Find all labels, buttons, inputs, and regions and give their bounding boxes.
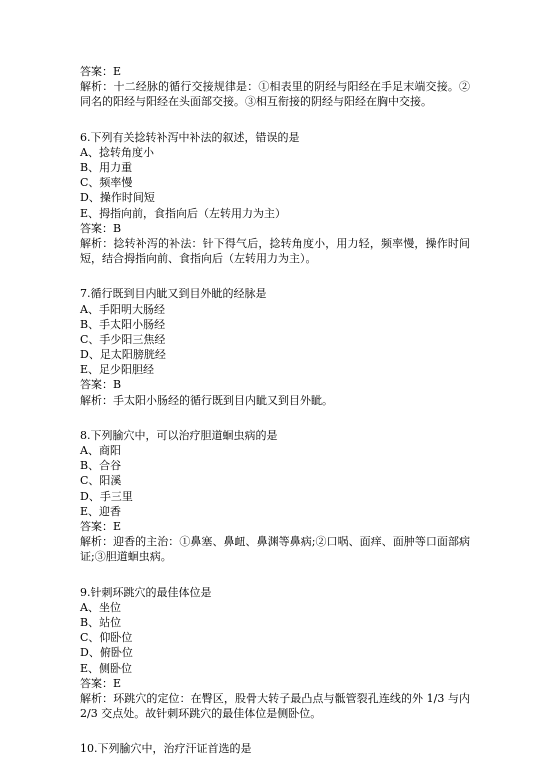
option-c: C、频率慢 — [80, 176, 133, 190]
option-a: A、商阳 — [80, 444, 121, 458]
option-c: C、手少阳三焦经 — [80, 332, 166, 346]
analysis-paragraph: 解析：环跳穴的定位：在臀区，股骨大转子最凸点与骶管裂孔连线的外 1/3 与内 2/3 交点处。故针刺环跳穴的最佳体位是侧卧位。 — [80, 691, 470, 721]
analysis-paragraph: 解析：捻转补泻的补法：针下得气后，捻转角度小，用力轻，频率慢，操作时间短，结合拇指向前、食指向后（左转用力为主）。 — [80, 236, 470, 266]
option-c: C、仰卧位 — [80, 631, 133, 645]
question-title: 9.针刺环跳穴的最佳体位是 — [80, 585, 212, 599]
option-a: A、坐位 — [80, 600, 121, 614]
option-e: E、迎香 — [80, 504, 122, 518]
option-c: C、阳溪 — [80, 474, 122, 488]
option-d: D、足太阳膀胱经 — [80, 348, 166, 362]
option-d: D、俯卧位 — [80, 646, 133, 660]
option-b: B、合谷 — [80, 459, 122, 473]
question-title: 10.下列腧穴中，治疗汗证首选的是 — [80, 742, 252, 756]
option-a: A、捻转角度小 — [80, 145, 154, 159]
option-d: D、操作时间短 — [80, 191, 155, 205]
analysis-paragraph: 解析：十二经脉的循行交接规律是：①相表里的阴经与阳经在手足末端交接。②同名的阳经与阳经在头面部交接。③相互衔接的阴经与阳经在胸中交接。 — [80, 80, 470, 109]
option-e: E、拇指向前，食指向后（左转用力为主） — [80, 206, 287, 220]
answer-line: 答案：B — [80, 221, 122, 235]
question-8 — [80, 428, 480, 565]
option-b: B、手太阳小肠经 — [80, 317, 166, 331]
question-title: 7.循行既到目内眦又到目外眦的经脉是 — [80, 287, 267, 301]
option-b: B、用力重 — [80, 160, 133, 174]
option-e: E、足少阳胆经 — [80, 363, 155, 377]
question-title: 8.下列腧穴中，可以治疗胆道蛔虫病的是 — [80, 428, 278, 442]
option-d: D、手三里 — [80, 489, 133, 503]
analysis-paragraph: 解析：手太阳小肠经的循行既到目内眦又到目外眦。 — [80, 393, 333, 407]
option-a: A、手阳明大肠经 — [80, 302, 165, 316]
question-title: 6.下列有关捻转补泻中补法的叙述，错误的是 — [80, 130, 300, 144]
question-7 — [80, 286, 480, 408]
question-6 — [80, 130, 480, 267]
answer-line: 答案：E — [80, 520, 122, 533]
answer-line: 答案：B — [80, 378, 122, 392]
question-10 — [80, 741, 480, 756]
answer-line: 答案：E — [80, 676, 122, 690]
answer-line: 答案：E — [80, 65, 122, 78]
document-page — [80, 64, 480, 757]
option-e: E、侧卧位 — [80, 661, 133, 675]
question-9 — [80, 585, 480, 722]
analysis-paragraph: 解析：迎香的主治：①鼻塞、鼻衄、鼻渊等鼻病;②口㖞、面痒、面肿等口面部病证;③胆道蛔虫病。 — [80, 535, 470, 564]
option-b: B、站位 — [80, 615, 122, 629]
question-5-tail — [80, 64, 480, 110]
